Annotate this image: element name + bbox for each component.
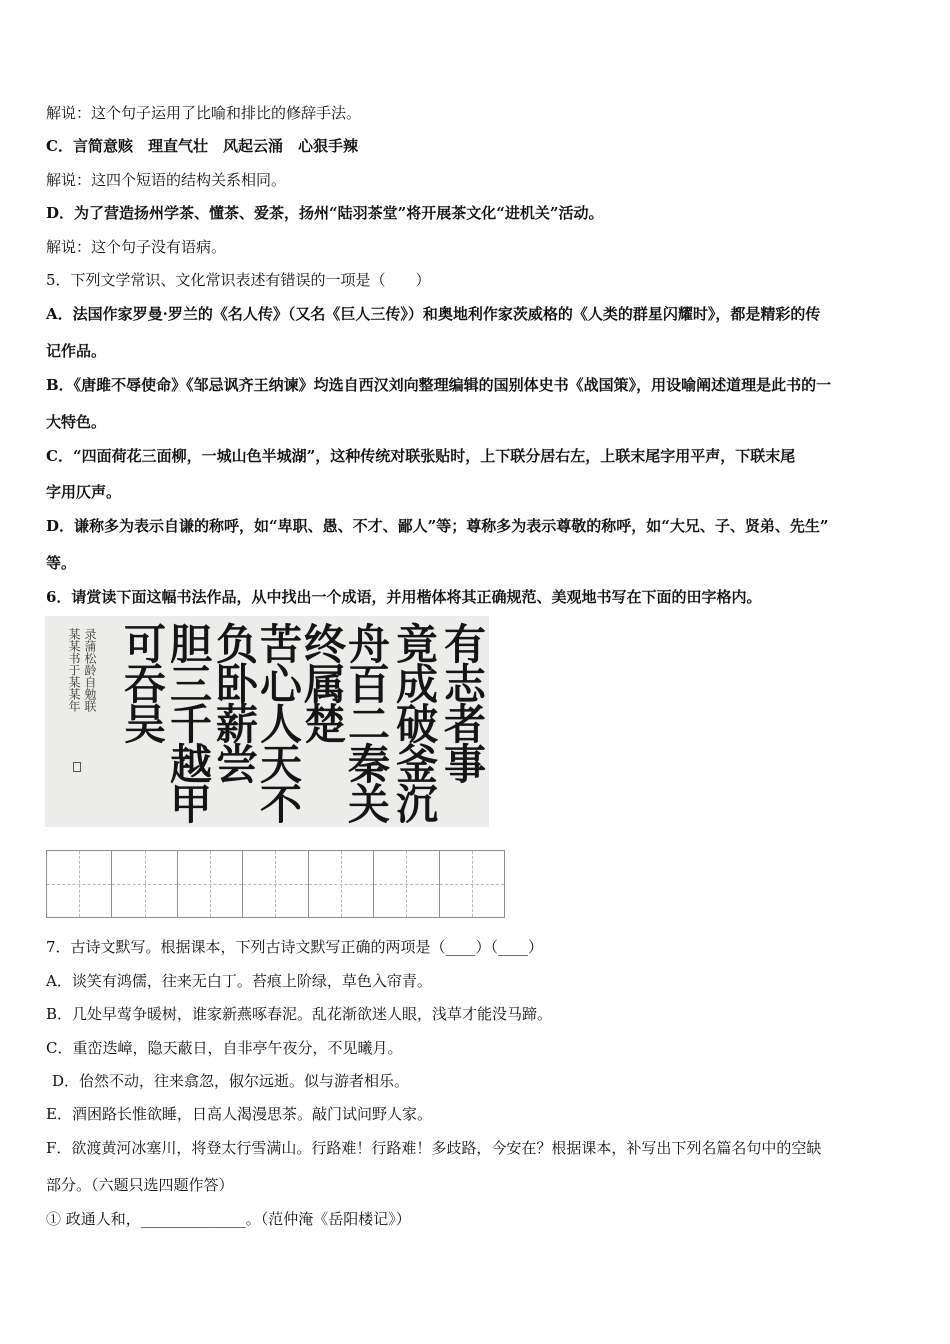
calligraphy-column: 胆三千越甲 xyxy=(164,622,213,822)
seal-stamp xyxy=(73,762,81,772)
question-6-title: 6．请赏读下面这幅书法作品，从中找出一个成语，并用楷体将其正确规范、美观地书写在下面的田字格内。 xyxy=(46,588,762,606)
question-5-title: 5．下列文学常识、文化常识表述有错误的一项是（ ） xyxy=(46,271,431,289)
option-d-line: D．为了营造扬州学茶、懂茶、爱茶，扬州“陆羽茶堂”将开展茶文化“进机关”活动。 xyxy=(46,204,604,222)
tianzige-grid xyxy=(46,850,505,918)
tianzige-cell xyxy=(47,851,112,917)
calligraphy-column: 苦心人天不 xyxy=(254,622,303,822)
calligraphy-column: 舟百二秦关 xyxy=(342,622,391,822)
q5-option-d: D．谦称多为表示自谦的称呼，如“卑职、愚、不才、鄙人”等；尊称多为表示尊敬的称呼，如“大兄、子、贤弟、先生” xyxy=(46,517,829,535)
q5-option-a: A．法国作家罗曼·罗兰的《名人传》（又名《巨人三传》）和奥地利作家茨威格的《人类的群星闪耀时》，都是精彩的传 xyxy=(46,305,821,323)
option-c-line: C．言简意赅 理直气壮 风起云涌 心狠手辣 xyxy=(46,137,358,155)
q7-option-c: C．重峦迭嶂，隐天蔽日，自非亭午夜分，不见曦月。 xyxy=(46,1039,403,1057)
question-7-title: 7．古诗文默写。根据课本，下列古诗文默写正确的两项是（____）（____） xyxy=(46,938,544,956)
fill-blank-item-1: ① 政通人和，______________。（范仲淹《岳阳楼记》） xyxy=(46,1210,411,1228)
q7-option-a: A．谈笑有鸿儒，往来无白丁。苔痕上阶绿，草色入帘青。 xyxy=(46,972,432,990)
q5-option-a-cont: 记作品。 xyxy=(46,342,107,360)
q5-option-c-cont: 字用仄声。 xyxy=(46,483,122,501)
tianzige-cell xyxy=(309,851,374,917)
q7-option-e: E．酒困路长惟欲睡，日高人渴漫思茶。敲门试问野人家。 xyxy=(46,1105,432,1123)
calligraphy-image xyxy=(45,616,489,827)
calligraphy-inscription: 某某书于某某年 xyxy=(67,628,81,712)
tianzige-cell xyxy=(112,851,177,917)
tianzige-cell xyxy=(374,851,439,917)
text-line: 解说：这四个短语的结构关系相同。 xyxy=(46,171,287,189)
calligraphy-inscription: 录蒲松龄自勉联 xyxy=(83,628,97,712)
tianzige-cell xyxy=(440,851,505,917)
q5-option-c: C．“四面荷花三面柳，一城山色半城湖”，这种传统对联张贴时，上下联分居右左，上联末尾字用平声，下联末尾 xyxy=(46,447,796,465)
calligraphy-column: 有志者事 xyxy=(438,622,487,782)
calligraphy-column: 竟成破釜沉 xyxy=(390,622,439,822)
calligraphy-column: 负卧薪尝 xyxy=(210,622,259,782)
q7-option-b: B．几处早莺争暖树，谁家新燕啄春泥。乱花渐欲迷人眼，浅草才能没马蹄。 xyxy=(46,1005,553,1023)
q7-option-f-cont: 部分。（六题只选四题作答） xyxy=(46,1176,234,1194)
text-line: 解说：这个句子运用了比喻和排比的修辞手法。 xyxy=(46,104,362,122)
calligraphy-column: 终属楚 xyxy=(298,622,347,742)
calligraphy-column: 可吞吴 xyxy=(118,622,167,742)
q5-option-b-cont: 大特色。 xyxy=(46,413,107,431)
q5-option-d-cont: 等。 xyxy=(46,554,77,572)
q7-option-f: F．欲渡黄河冰塞川，将登太行雪满山。行路难！行路难！多歧路，今安在？根据课本，补写出下列名篇名句中的空缺 xyxy=(46,1139,822,1157)
q7-option-d: D．佁然不动，往来翕忽，俶尔远逝。似与游者相乐。 xyxy=(52,1072,410,1090)
tianzige-cell xyxy=(243,851,308,917)
q5-option-b: B．《唐雎不辱使命》《邹忌讽齐王纳谏》均选自西汉刘向整理编辑的国别体史书《战国策》，用设喻阐述道理是此书的一 xyxy=(46,376,832,394)
text-line: 解说：这个句子没有语病。 xyxy=(46,238,227,256)
tianzige-cell xyxy=(178,851,243,917)
